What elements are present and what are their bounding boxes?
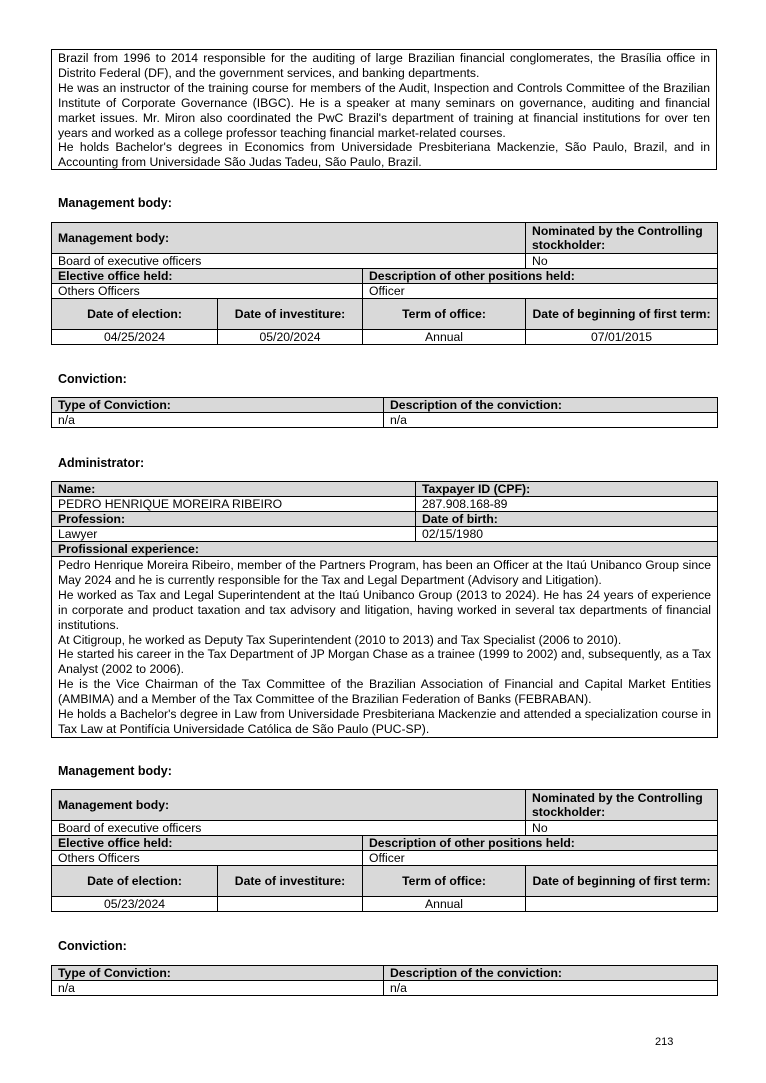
elective-office-value: Others Officers — [52, 284, 363, 299]
conviction-table — [51, 397, 717, 428]
administrator-table — [51, 481, 717, 738]
conviction-type-value: n/a — [52, 413, 384, 428]
paragraph-line: He was an instructor of the training course for members of the Audit, Inspection and Controls Committee of the Brazilian Institute of Corporate Governance (IBGC). He is a speaker at many seminars on governance, auditing and financial market issues. Mr. Miron also coordinated the PwC Brazil's department of training at financial institutions for over ten years and worked as a college professor teaching financial market-related courses. — [58, 80, 710, 140]
term-label: Term of office: — [363, 299, 526, 330]
top-paragraph-box — [51, 49, 717, 170]
cpf-value: 287.908.168-89 — [416, 497, 718, 512]
conviction-desc-label: Description of the conviction: — [384, 966, 718, 981]
management-table — [51, 222, 717, 345]
term-value: Annual — [363, 897, 526, 912]
experience-label: Profissional experience: — [52, 542, 718, 557]
mgmt-body-label: Management body: — [52, 223, 526, 254]
first-term-label: Date of beginning of first term: — [526, 299, 718, 330]
first-term-value: 07/01/2015 — [526, 330, 718, 345]
election-date-label: Date of election: — [52, 299, 218, 330]
nominated-label: Nominated by the Controlling stockholder: — [526, 223, 718, 254]
conviction-type-label: Type of Conviction: — [52, 966, 384, 981]
mgmt-body-label: Management body: — [52, 790, 526, 821]
experience-line: He holds a Bachelor's degree in Law from Universidade Presbiteriana Mackenzie and attended a specialization course in Tax Law at Pontifícia Universidade Católica de São Paulo (PUC-SP). — [58, 707, 711, 736]
term-value: Annual — [363, 330, 526, 345]
experience-line: At Citigroup, he worked as Deputy Tax Superintendent (2010 to 2013) and Tax Specialist (2006 to 2010). — [58, 632, 622, 647]
election-date-value: 04/25/2024 — [52, 330, 218, 345]
conviction-desc-label: Description of the conviction: — [384, 398, 718, 413]
experience-text — [52, 557, 718, 738]
page-number: 213 — [655, 1036, 674, 1048]
dob-label: Date of birth: — [416, 512, 718, 527]
mgmt-body-value: Board of executive officers — [52, 254, 526, 269]
other-positions-label: Description of other positions held: — [363, 269, 718, 284]
election-date-value: 05/23/2024 — [52, 897, 218, 912]
management-table — [51, 789, 717, 912]
experience-line: Pedro Henrique Moreira Ribeiro, member of the Partners Program, has been an Officer at the Itaú Unibanco Group since May 2024 and he is currently responsible for the Tax and Legal Department (Advisory and Litigation). — [58, 558, 711, 587]
conviction-desc-value: n/a — [384, 981, 718, 996]
elective-office-label: Elective office held: — [52, 836, 363, 851]
profession-value: Lawyer — [52, 527, 416, 542]
investiture-date-label: Date of investiture: — [218, 866, 363, 897]
dob-value: 02/15/1980 — [416, 527, 718, 542]
term-label: Term of office: — [363, 866, 526, 897]
investiture-date-value — [218, 897, 363, 912]
other-positions-value: Officer — [363, 284, 718, 299]
cpf-label: Taxpayer ID (CPF): — [416, 482, 718, 497]
profession-label: Profession: — [52, 512, 416, 527]
conviction-heading: Conviction: — [58, 372, 127, 386]
experience-line: He worked as Tax and Legal Superintendent at the Itaú Unibanco Group (2013 to 2024). He has 24 years of experience in corporate and product taxation and tax advisory and litigation, having worked in several tax departments of financial institutions. — [58, 587, 711, 632]
elective-office-value: Others Officers — [52, 851, 363, 866]
nominated-value: No — [526, 254, 718, 269]
name-label: Name: — [52, 482, 416, 497]
conviction-heading: Conviction: — [58, 939, 127, 953]
administrator-heading: Administrator: — [58, 456, 145, 470]
conviction-type-value: n/a — [52, 981, 384, 996]
name-value: PEDRO HENRIQUE MOREIRA RIBEIRO — [52, 497, 416, 512]
conviction-table — [51, 965, 717, 996]
elective-office-label: Elective office held: — [52, 269, 363, 284]
other-positions-label: Description of other positions held: — [363, 836, 718, 851]
mgmt-body-value: Board of executive officers — [52, 821, 526, 836]
paragraph-line: Brazil from 1996 to 2014 responsible for the auditing of large Brazilian financial conglomerates, the Brasília office in Distrito Federal (DF), and the government services, and banking departments. — [58, 51, 710, 80]
investiture-date-value: 05/20/2024 — [218, 330, 363, 345]
election-date-label: Date of election: — [52, 866, 218, 897]
first-term-label: Date of beginning of first term: — [526, 866, 718, 897]
other-positions-value: Officer — [363, 851, 718, 866]
paragraph-line: He holds Bachelor's degrees in Economics from Universidade Presbiteriana Mackenzie, São Paulo, Brazil, and in Accounting from Universidade São Judas Tadeu, São Paulo, Brazil. — [58, 140, 710, 170]
investiture-date-label: Date of investiture: — [218, 299, 363, 330]
nominated-label: Nominated by the Controlling stockholder: — [526, 790, 718, 821]
management-heading: Management body: — [58, 196, 172, 210]
nominated-value: No — [526, 821, 718, 836]
experience-line: He started his career in the Tax Department of JP Morgan Chase as a trainee (1999 to 2002) and, subsequently, as a Tax Analyst (2002 to 2006). — [58, 647, 711, 677]
first-term-value — [526, 897, 718, 912]
conviction-type-label: Type of Conviction: — [52, 398, 384, 413]
conviction-desc-value: n/a — [384, 413, 718, 428]
experience-line: He is the Vice Chairman of the Tax Committee of the Brazilian Association of Financial and Capital Market Entities (AMBIMA) and a Member of the Tax Committee of the Brazilian Federation of Banks (FEBRABAN). — [58, 677, 711, 707]
management-heading: Management body: — [58, 764, 172, 778]
